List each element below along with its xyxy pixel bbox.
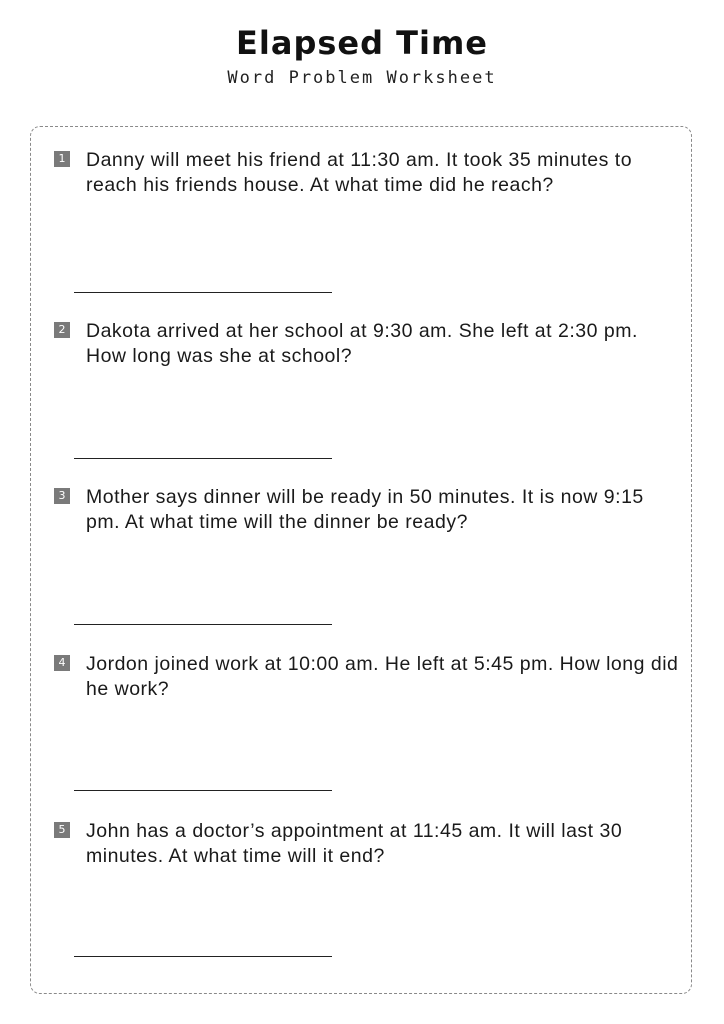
problem-text: Jordon joined work at 10:00 am. He left at 5:45 pm. How long did he work? [86,653,679,700]
problem-5 [54,819,684,969]
problem-text: Dakota arrived at her school at 9:30 am. She left at 2:30 pm. How long was she at school? [86,320,638,367]
problem-2 [54,319,684,469]
problem-number-badge: 5 [54,822,70,838]
problem-number-badge: 1 [54,151,70,167]
problem-text: John has a doctor’s appointment at 11:45 am. It will last 30 minutes. At what time will it end? [86,820,623,867]
answer-line[interactable] [74,292,332,293]
problem-1 [54,148,684,298]
problem-number-badge: 2 [54,322,70,338]
problem-number-badge: 3 [54,488,70,504]
answer-line[interactable] [74,790,332,791]
answer-line[interactable] [74,956,332,957]
problem-text: Danny will meet his friend at 11:30 am. It took 35 minutes to reach his friends house. At what time did he reach? [86,149,633,196]
problem-4 [54,652,684,802]
problem-number-badge: 4 [54,655,70,671]
answer-line[interactable] [74,458,332,459]
answer-line[interactable] [74,624,332,625]
worksheet-subtitle: Word Problem Worksheet [227,68,497,88]
problem-text: Mother says dinner will be ready in 50 minutes. It is now 9:15 pm. At what time will the dinner be ready? [86,486,644,533]
worksheet-title: Elapsed Time [236,24,488,62]
problem-3 [54,485,684,635]
